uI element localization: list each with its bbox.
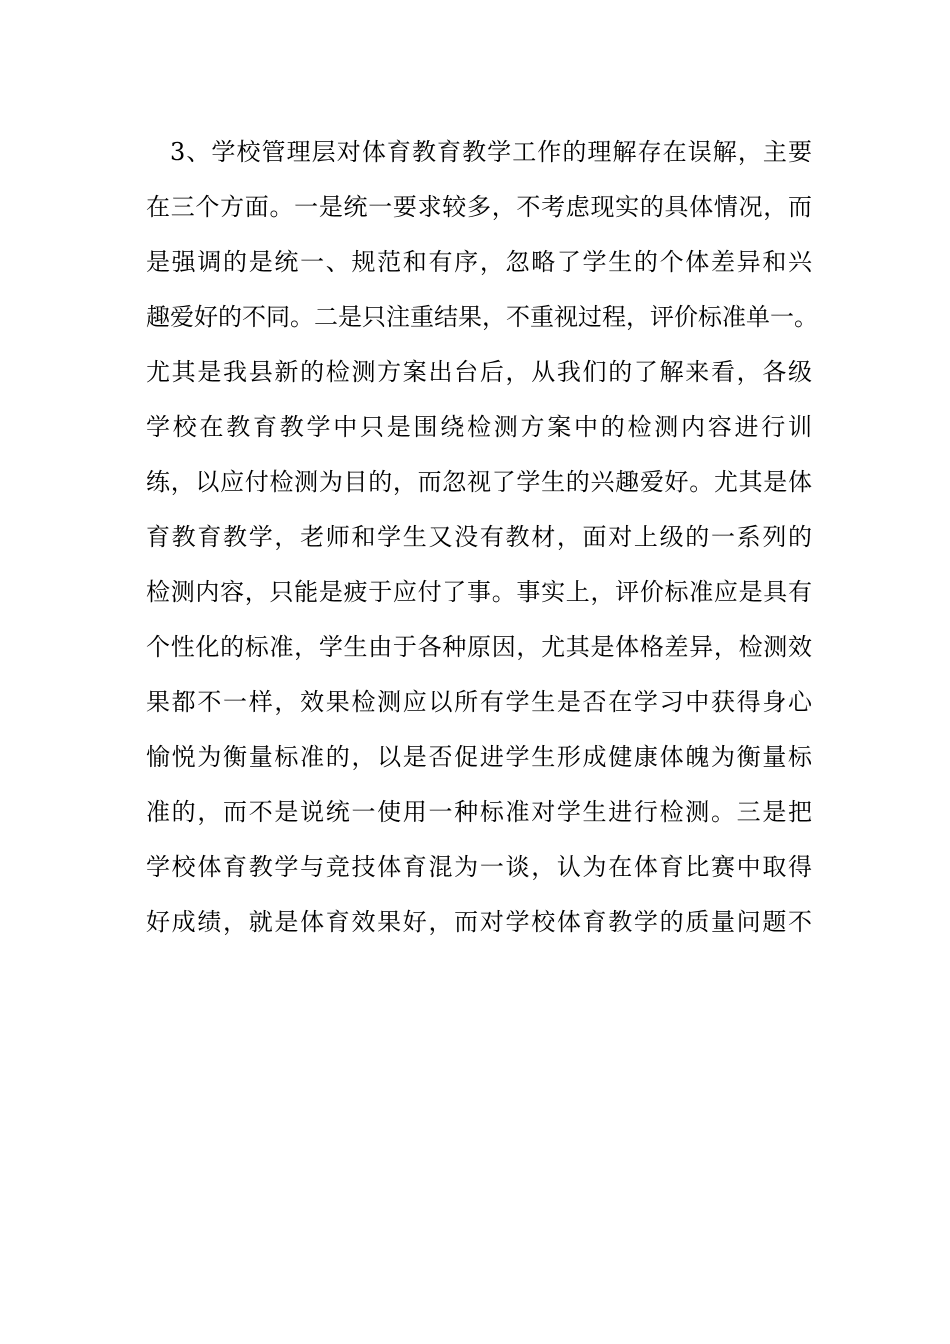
paragraph-line-7: 练，以应付检测为目的，而忽视了学生的兴趣爱好。尤其是体 bbox=[146, 468, 812, 496]
paragraph-line-6: 学校在教育教学中只是围绕检测方案中的检测内容进行训 bbox=[146, 413, 812, 441]
paragraph-line-14: 学校体育教学与竞技体育混为一谈，认为在体育比赛中取得 bbox=[146, 853, 812, 881]
paragraph-line-2: 在三个方面。一是统一要求较多，不考虑现实的具体情况，而 bbox=[146, 193, 812, 221]
paragraph-line-4: 趣爱好的不同。二是只注重结果，不重视过程，评价标准单一。 bbox=[146, 303, 818, 331]
body-paragraph bbox=[146, 128, 818, 953]
paragraph-line-13: 准的，而不是说统一使用一种标准对学生进行检测。三是把 bbox=[146, 798, 812, 826]
paragraph-line-12: 愉悦为衡量标准的，以是否促进学生形成健康体魄为衡量标 bbox=[146, 743, 812, 771]
paragraph-line-1: 3、学校管理层对体育教育教学工作的理解存在误解，主要 bbox=[170, 138, 812, 166]
paragraph-line-15: 好成绩，就是体育效果好，而对学校体育教学的质量问题不 bbox=[146, 908, 812, 936]
paragraph-line-3: 是强调的是统一、规范和有序，忽略了学生的个体差异和兴 bbox=[146, 248, 812, 276]
paragraph-line-8: 育教育教学，老师和学生又没有教材，面对上级的一系列的 bbox=[146, 523, 812, 551]
paragraph-line-5: 尤其是我县新的检测方案出台后，从我们的了解来看，各级 bbox=[146, 358, 812, 386]
paragraph-line-11: 果都不一样，效果检测应以所有学生是否在学习中获得身心 bbox=[146, 688, 812, 716]
paragraph-line-9: 检测内容，只能是疲于应付了事。事实上，评价标准应是具有 bbox=[146, 578, 812, 606]
paragraph-line-10: 个性化的标准，学生由于各种原因，尤其是体格差异，检测效 bbox=[146, 633, 812, 661]
